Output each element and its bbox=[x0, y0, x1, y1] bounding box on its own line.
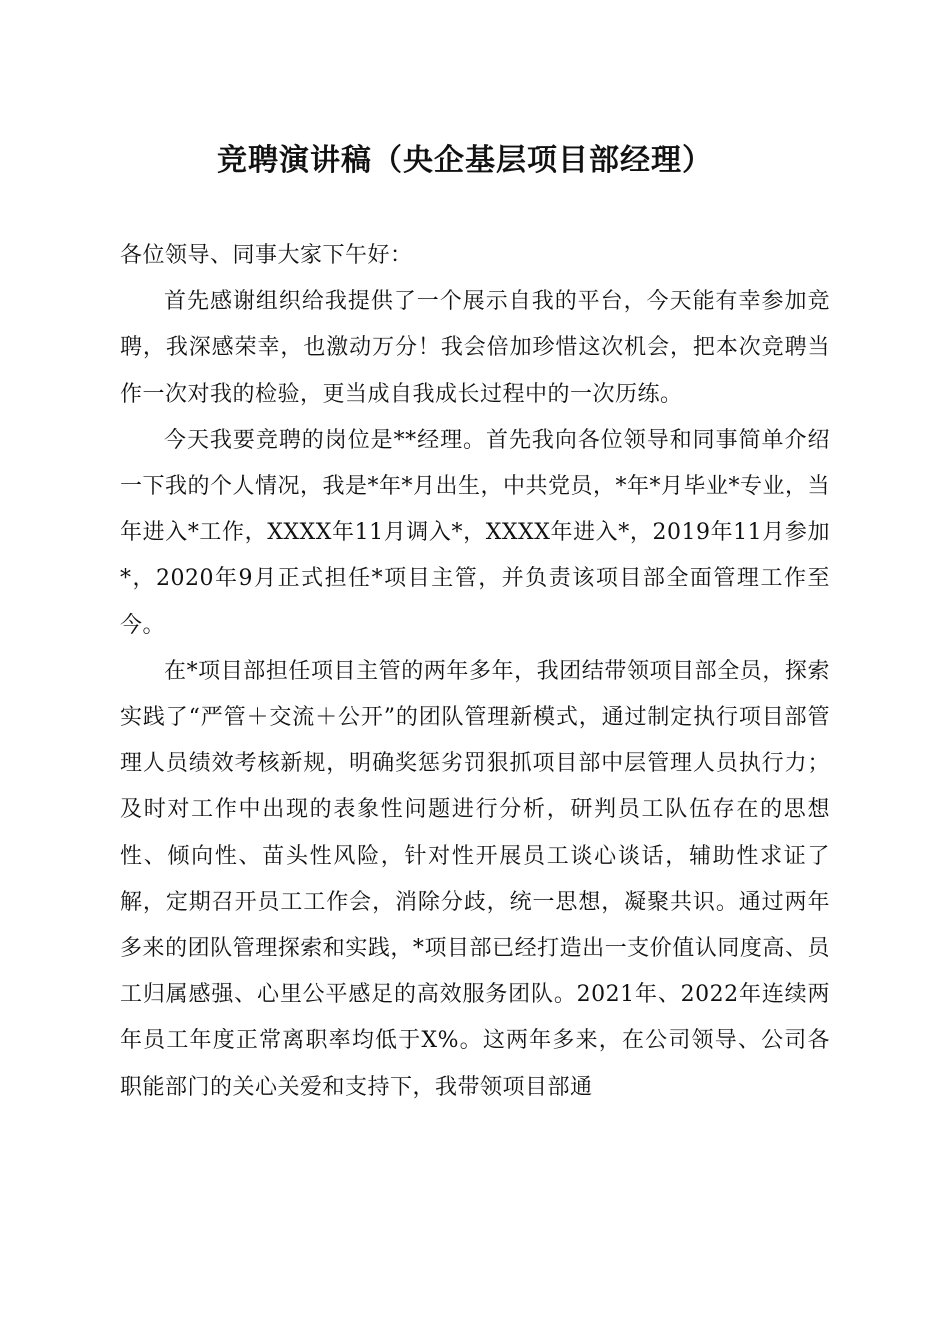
paragraph-intro: 首先感谢组织给我提供了一个展示自我的平台，今天能有幸参加竞聘，我深感荣幸，也激动万分！我会倍加珍惜这次机会，把本次竞聘当作一次对我的检验，更当成自我成长过程中的一次历练。 bbox=[120, 289, 830, 407]
document-body bbox=[120, 233, 830, 1111]
paragraph-personal-info: 今天我要竞聘的岗位是**经理。首先我向各位领导和同事简单介绍一下我的个人情况，我是*年*月出生，中共党员，*年*月毕业*专业，当年进入*工作，XXXX年11月调入*，XXXX年进入*，2019年11月参加*，2020年9月正式担任*项目主管，并负责该项目部全面管理工作至今。 bbox=[120, 427, 831, 638]
salutation: 各位领导、同事大家下午好： bbox=[120, 243, 413, 268]
document-title: 竞聘演讲稿（央企基层项目部经理） bbox=[217, 143, 713, 178]
paragraph-achievements: 在*项目部担任项目主管的两年多年，我团结带领项目部全员，探索实践了“严管＋交流＋公开”的团队管理新模式，通过制定执行项目部管理人员绩效考核新规，明确奖惩劣罚狠抓项目部中层管理人员执行力；及时对工作中出现的表象性问题进行分析，研判员工队伍存在的思想性、倾向性、苗头性风险，针对性开展员工谈心谈话，辅助性求证了解，定期召开员工工作会，消除分歧，统一思想，凝聚共识。通过两年多来的团队管理探索和实践，*项目部已经打造出一支价值认同度高、员工归属感强、心里公平感足的高效服务团队。2021年、2022年连续两年员工年度正常离职率均低于X%。这两年多来，在公司领导、公司各职能部门的关心关爱和支持下，我带领项目部通 bbox=[120, 658, 830, 1100]
